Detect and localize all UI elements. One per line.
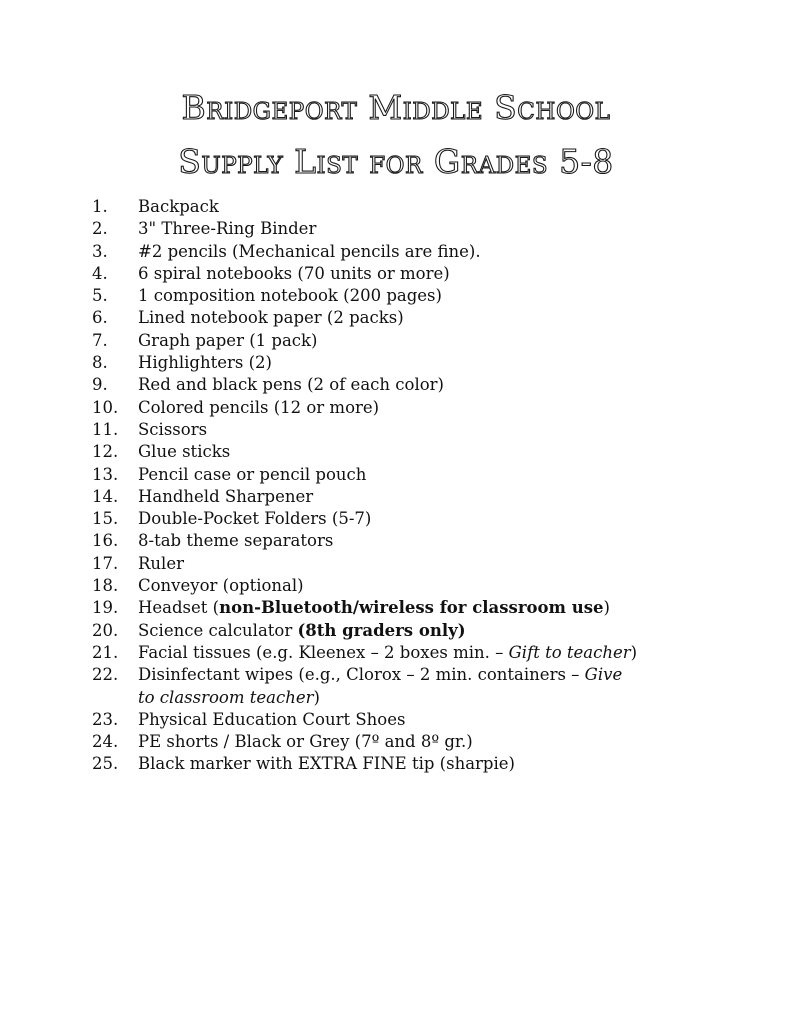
list-item-text xyxy=(138,732,473,751)
list-item-text xyxy=(138,643,637,662)
list-item-number: 12. xyxy=(92,442,119,462)
list-item-text xyxy=(138,286,442,305)
text-segment: 3" Three-Ring Binder xyxy=(138,219,317,239)
list-item-text xyxy=(138,375,444,394)
text-segment: Handheld Sharpener xyxy=(138,486,314,506)
list-item xyxy=(0,374,638,396)
list-item xyxy=(0,330,638,352)
list-item xyxy=(0,307,638,329)
list-item-text xyxy=(138,531,333,550)
list-item-number: 7. xyxy=(92,330,108,350)
list-item-number: 8. xyxy=(92,353,108,373)
list-item-number: 4. xyxy=(92,263,108,283)
list-item-number: 5. xyxy=(92,286,108,306)
text-segment: Double-Pocket Folders (5-7) xyxy=(138,509,372,529)
text-segment: Lined notebook paper (2 packs) xyxy=(138,308,404,328)
list-item xyxy=(0,709,638,731)
list-item-number: 14. xyxy=(92,486,119,506)
bold-text: non-Bluetooth/wireless for classroom use xyxy=(219,598,604,618)
list-item-number: 11. xyxy=(92,419,119,439)
list-item xyxy=(0,753,638,775)
supply-list xyxy=(0,196,792,776)
list-item xyxy=(0,530,638,552)
text-segment: ) xyxy=(630,642,638,662)
list-item xyxy=(0,218,638,240)
text-segment: Backpack xyxy=(138,197,219,216)
list-item-text xyxy=(138,242,481,261)
text-segment: Physical Education Court Shoes xyxy=(138,709,406,729)
list-item-number: 15. xyxy=(92,509,119,529)
list-item xyxy=(0,553,638,575)
list-item-text xyxy=(138,576,304,595)
list-item xyxy=(0,664,638,709)
text-segment: ) xyxy=(603,598,610,618)
list-item xyxy=(0,263,638,285)
text-segment: Facial tissues (e.g. Kleenex – 2 boxes min. – xyxy=(138,642,509,662)
list-item-number: 3. xyxy=(92,241,108,261)
list-item xyxy=(0,241,638,263)
list-item xyxy=(0,352,638,374)
list-item-text xyxy=(138,621,466,640)
list-item-text xyxy=(138,331,317,350)
list-item xyxy=(0,731,638,753)
list-item-number: 6. xyxy=(92,308,108,328)
list-item-number: 13. xyxy=(92,464,119,484)
list-item xyxy=(0,642,638,664)
list-item-text xyxy=(138,465,366,484)
text-segment: Highlighters (2) xyxy=(138,353,272,373)
list-item-number: 16. xyxy=(92,531,119,551)
list-item xyxy=(0,597,638,619)
list-item-text xyxy=(138,308,404,327)
list-item-text xyxy=(138,665,622,706)
list-item-text xyxy=(138,420,207,439)
text-segment: Graph paper (1 pack) xyxy=(138,330,318,350)
text-segment: PE shorts / Black or Grey (7º and 8º gr.) xyxy=(138,732,473,752)
text-segment: 6 spiral notebooks (70 units or more) xyxy=(138,263,450,283)
list-item xyxy=(0,285,638,307)
list-item-text xyxy=(138,710,405,729)
list-item-text xyxy=(138,197,219,216)
text-segment: 1 composition notebook (200 pages) xyxy=(138,286,442,306)
list-item-number: 2. xyxy=(92,219,108,239)
list-item-number: 20. xyxy=(92,620,119,640)
italic-text: Give to classroom teacher xyxy=(138,665,623,707)
list-item-number: 17. xyxy=(92,553,119,573)
italic-text: Gift to teacher xyxy=(508,642,631,662)
supply-list-heading: Supply List for Grades 5-8 xyxy=(178,142,614,181)
school-name-heading: Bridgeport Middle School xyxy=(181,88,611,127)
text-segment: Black marker with EXTRA FINE tip (sharpie) xyxy=(138,754,515,774)
list-item-number: 9. xyxy=(92,375,108,395)
list-item xyxy=(0,397,638,419)
text-segment: Pencil case or pencil pouch xyxy=(138,464,367,484)
list-item-text xyxy=(138,398,379,417)
list-item-text xyxy=(138,598,610,617)
list-item-text xyxy=(138,487,313,506)
list-item-number: 18. xyxy=(92,576,119,596)
list-item-text xyxy=(138,353,272,372)
list-item xyxy=(0,575,638,597)
list-item-text xyxy=(138,442,230,461)
list-item xyxy=(0,508,638,530)
list-item-text xyxy=(138,509,371,528)
list-item-text xyxy=(138,264,450,283)
text-segment: Science calculator xyxy=(138,620,298,640)
text-segment: Red and black pens (2 of each color) xyxy=(138,375,444,395)
list-item xyxy=(0,441,638,463)
text-segment: Ruler xyxy=(138,553,184,573)
text-segment: ) xyxy=(313,687,320,707)
list-item-number: 10. xyxy=(92,397,119,417)
list-item-text xyxy=(138,554,184,573)
list-item xyxy=(0,196,638,218)
list-item-number: 1. xyxy=(92,197,108,216)
text-segment: Headset ( xyxy=(138,598,220,618)
text-segment: Colored pencils (12 or more) xyxy=(138,397,380,417)
bold-text: (8th graders only) xyxy=(297,620,466,640)
list-item-number: 24. xyxy=(92,732,119,752)
list-item xyxy=(0,620,638,642)
text-segment: Conveyor (optional) xyxy=(138,576,304,596)
list-item xyxy=(0,419,638,441)
list-item xyxy=(0,486,638,508)
list-item-number: 25. xyxy=(92,754,119,774)
list-item-text xyxy=(138,219,316,238)
text-segment: #2 pencils (Mechanical pencils are fine). xyxy=(138,241,481,261)
text-segment: Scissors xyxy=(138,419,208,439)
list-item xyxy=(0,464,638,486)
list-item-number: 22. xyxy=(92,665,119,685)
list-item-number: 19. xyxy=(92,598,119,618)
list-item-number: 23. xyxy=(92,709,119,729)
list-item-text xyxy=(138,754,515,773)
text-segment: Glue sticks xyxy=(138,442,231,462)
text-segment: Disinfectant wipes (e.g., Clorox – 2 min. containers – xyxy=(138,665,585,685)
text-segment: 8-tab theme separators xyxy=(138,531,334,551)
list-item-number: 21. xyxy=(92,642,119,662)
